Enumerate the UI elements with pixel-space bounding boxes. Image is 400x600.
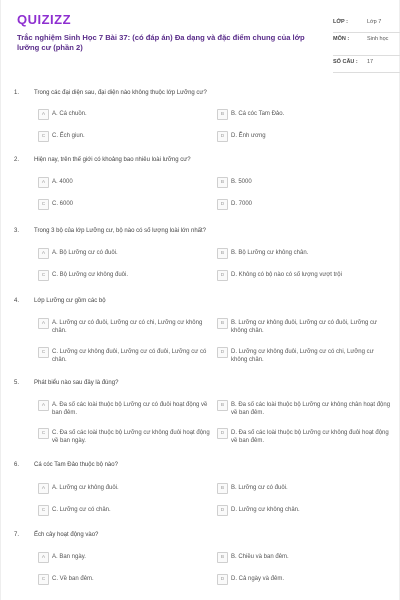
- option-text: B. Chiều và ban đêm.: [231, 554, 289, 560]
- option-letter-box: D: [217, 505, 228, 516]
- option-text: D. Cả ngày và đêm.: [231, 576, 285, 582]
- option-text: A. Lưỡng cư có đuôi, Lưỡng cư có chi, Lưỡng cư không chân.: [52, 320, 203, 334]
- option-text: D. Ễnh ương: [231, 133, 266, 139]
- option-text: C. Về ban đêm.: [52, 576, 94, 582]
- option-text: A. Bộ Lưỡng cư có đuôi.: [52, 250, 118, 256]
- meta-value: Sinh học: [367, 36, 389, 42]
- option-letter-box: C: [38, 199, 49, 210]
- option-text: D. Lưỡng cư không chân.: [231, 507, 300, 513]
- option-letter-box: C: [38, 574, 49, 585]
- option-text: A. Lưỡng cư không đuôi.: [52, 485, 119, 491]
- question-text: 5. Phát biểu nào sau đây là đúng?: [14, 380, 119, 386]
- option-text: B. Lưỡng cư có đuôi.: [231, 485, 288, 491]
- option-letter-box: D: [217, 428, 228, 439]
- option-letter-box: A: [38, 483, 49, 494]
- option-letter-box: B: [217, 552, 228, 563]
- option-text: B. 5000: [231, 179, 252, 185]
- option-text: D. Không có bộ nào có số lượng vượt trội: [231, 272, 342, 278]
- option-letter-box: A: [38, 248, 49, 259]
- option-letter-box: B: [217, 248, 228, 259]
- option-text: B. Lưỡng cư không đuôi, Lưỡng cư có đuôi, Lưỡng cư không chân.: [231, 320, 377, 334]
- option-letter-box: B: [217, 318, 228, 329]
- option-letter-box: A: [38, 318, 49, 329]
- option-text: D. Đa số các loài thuộc bộ Lưỡng cư không đuôi hoạt động về ban đêm.: [231, 430, 389, 444]
- option-letter-box: C: [38, 428, 49, 439]
- option-letter-box: D: [217, 131, 228, 142]
- option-letter-box: C: [38, 347, 49, 358]
- question-text: 7. Ếch cây hoạt động vào?: [14, 532, 99, 538]
- meta-key: LỚP :: [333, 19, 348, 25]
- worksheet-header: [17, 12, 389, 72]
- option-text: A. Đa số các loài thuộc bộ Lưỡng cư có đuôi hoạt động về ban đêm.: [52, 402, 208, 416]
- option-letter-box: C: [38, 270, 49, 281]
- option-letter-box: B: [217, 483, 228, 494]
- option-letter-box: A: [38, 109, 49, 120]
- option-text: C. Bộ Lưỡng cư không đuôi.: [52, 272, 129, 278]
- question-text: 4. Lớp Lưỡng cư gồm các bộ: [14, 298, 106, 304]
- option-text: C. Lưỡng cư không đuôi, Lưỡng cư có đuôi, Lưỡng cư có chân.: [52, 349, 207, 363]
- option-text: D. 7000: [231, 201, 253, 207]
- option-text: B. Bộ Lưỡng cư không chân.: [231, 250, 309, 256]
- option-text: D. Lưỡng cư không đuôi, Lưỡng cư có chi, Lưỡng cư không chân.: [231, 349, 374, 363]
- meta-row-subject: [333, 33, 400, 56]
- option-letter-box: B: [217, 109, 228, 120]
- option-text: C. 6000: [52, 201, 74, 207]
- option-text: B. Đa số các loài thuộc bộ Lưỡng cư không chân hoạt động về ban đêm.: [231, 402, 391, 416]
- option-text: C. Lưỡng cư có chân.: [52, 507, 111, 513]
- option-letter-box: A: [38, 552, 49, 563]
- question-text: 3. Trong 3 bộ của lớp Lưỡng cư, bộ nào có số lượng loài lớn nhất?: [14, 228, 206, 234]
- quizizz-logo: QUIZIZZ: [17, 12, 72, 27]
- question-text: 1. Trong các đại diện sau, đại diện nào không thuộc lớp Lưỡng cư?: [14, 90, 207, 96]
- option-letter-box: C: [38, 131, 49, 142]
- option-text: A. Cá chuồn.: [52, 111, 87, 117]
- meta-key: SỐ CÂU :: [333, 59, 358, 65]
- option-letter-box: D: [217, 574, 228, 585]
- question-text: 6. Cá cóc Tam Đảo thuộc bộ nào?: [14, 462, 118, 468]
- option-text: A. Ban ngày.: [52, 554, 86, 560]
- option-letter-box: D: [217, 347, 228, 358]
- meta-key: MÔN :: [333, 36, 350, 42]
- meta-value: Lớp 7: [367, 19, 382, 25]
- option-text: A. 4000: [52, 179, 73, 185]
- option-letter-box: D: [217, 199, 228, 210]
- question-text: 2. Hiện nay, trên thế giới có khoảng bao nhiêu loài lưỡng cư?: [14, 157, 191, 163]
- meta-row-grade: [333, 16, 400, 33]
- meta-row-count: [333, 56, 400, 73]
- worksheet-meta: [333, 16, 400, 73]
- option-letter-box: C: [38, 505, 49, 516]
- option-text: B. Cá cóc Tam Đảo.: [231, 111, 285, 117]
- option-letter-box: A: [38, 177, 49, 188]
- option-text: C. Ếch giun.: [52, 133, 85, 139]
- option-text: C. Đa số các loài thuộc bộ Lưỡng cư không đuôi hoạt động về ban ngày.: [52, 430, 210, 444]
- meta-value: 17: [367, 59, 374, 65]
- option-letter-box: D: [217, 270, 228, 281]
- option-letter-box: A: [38, 400, 49, 411]
- option-letter-box: B: [217, 177, 228, 188]
- option-letter-box: B: [217, 400, 228, 411]
- worksheet-title: Trắc nghiệm Sinh Học 7 Bài 37: (có đáp án) Đa dạng và đặc điểm chung của lớp lưỡng cư (phần 2): [17, 33, 305, 52]
